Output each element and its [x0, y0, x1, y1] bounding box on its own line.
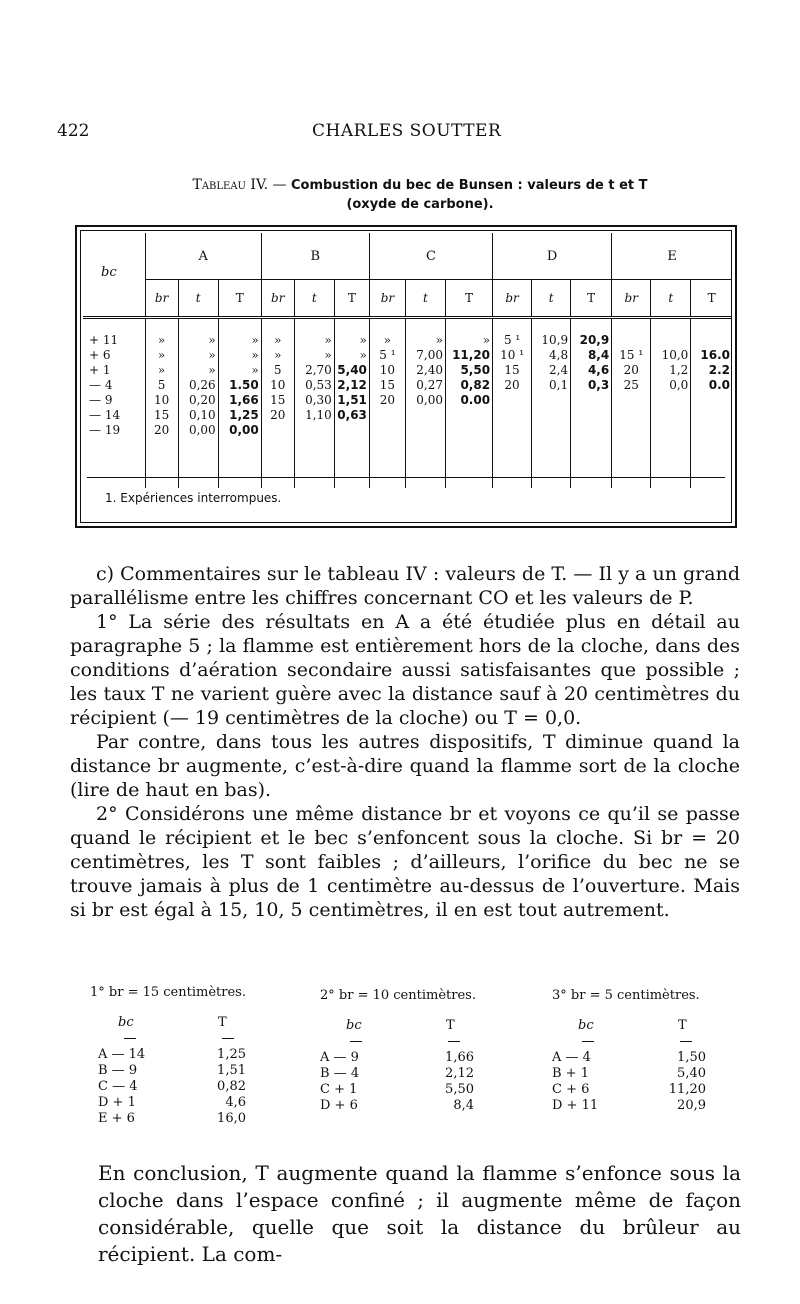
table-cell: 25	[612, 378, 651, 393]
column-header: T	[691, 280, 732, 318]
sub-t: 1,66	[445, 1050, 474, 1065]
sub-t: 11,20	[668, 1082, 706, 1097]
table-cell: 0,82	[445, 378, 492, 393]
table-cell: 15 ¹	[612, 348, 651, 363]
subtable-title: 1° br = 15 centimètres.	[90, 985, 246, 1000]
sub-t: 1,51	[217, 1063, 246, 1078]
table-cell: »	[294, 318, 334, 349]
sub-bc: D + 11	[552, 1098, 599, 1113]
table-cell: 1,25	[218, 408, 261, 423]
table-cell	[571, 423, 612, 438]
table-cell: 20,9	[571, 318, 612, 349]
table-cell: 10	[369, 363, 405, 378]
table-cell: 0,00	[218, 423, 261, 438]
table-cell: 5 ¹	[369, 348, 405, 363]
column-header: t	[651, 280, 691, 318]
subtable-header	[90, 1015, 290, 1031]
filler-cell	[178, 438, 218, 488]
subtable-row	[552, 1050, 742, 1066]
col-t: T	[678, 1018, 687, 1033]
filler-cell	[532, 438, 571, 488]
table-cell: 15	[261, 393, 294, 408]
sub-t: 8,4	[453, 1098, 474, 1113]
col-bc: bc	[118, 1015, 134, 1030]
filler-cell	[83, 438, 145, 488]
table-cell: »	[405, 318, 445, 349]
table-cell: 0,63	[334, 408, 369, 423]
column-header: t	[532, 280, 571, 318]
sub-bc: B — 9	[98, 1063, 138, 1078]
sub-bc: C + 1	[320, 1082, 358, 1097]
group-header: A	[145, 233, 261, 280]
table-cell: »	[218, 363, 261, 378]
column-header: T	[334, 280, 369, 318]
column-header: br	[493, 280, 532, 318]
subtable-body	[90, 1015, 290, 1127]
table-cell: 0,3	[571, 378, 612, 393]
paragraph-1: 1° La série des résultats en A a été étudiée plus en détail au paragraphe 5 ; la flamme est entièrement hors de la cloche, dans des conditions d’aération secondaire aussi satisfaisantes que possible ; les taux T ne varient guère avec la distance sauf à 20 centimètres du récipient (— 19 centimètres de la cloche) ou T = 0,0.	[70, 611, 740, 729]
table-row	[83, 408, 732, 423]
table-cell: 10	[261, 378, 294, 393]
table-cell	[294, 423, 334, 438]
paragraph-conclusion: En conclusion, T augmente quand la flamme s’enfonce sous la cloche dans l’espace confiné ; il augmente même de façon considérable, quelle que soit la distance du brûleur au récipient. La com-	[98, 1161, 741, 1266]
table-cell	[651, 318, 691, 349]
table-cell	[612, 423, 651, 438]
table-cell	[651, 423, 691, 438]
footnote-rule	[87, 477, 725, 478]
sub-t: 1,25	[217, 1047, 246, 1062]
col-t: T	[446, 1018, 455, 1033]
table-cell: 10,9	[532, 318, 571, 349]
subtable-br10	[320, 988, 520, 1114]
sub-t: 20,9	[677, 1098, 706, 1113]
table-cell	[612, 393, 651, 408]
table-cell: 5 ¹	[493, 318, 532, 349]
caption-line1: Combustion du bec de Bunsen : valeurs de t et T	[290, 178, 648, 193]
group-header: E	[612, 233, 732, 280]
table-row	[83, 348, 732, 363]
table-cell	[532, 408, 571, 423]
column-header: T	[218, 280, 261, 318]
sub-bc: A — 14	[98, 1047, 146, 1062]
subtable-row	[320, 1082, 520, 1098]
table-cell	[612, 408, 651, 423]
table-cell	[445, 423, 492, 438]
group-header: D	[493, 233, 612, 280]
table-cell: »	[334, 318, 369, 349]
sub-bc: A — 4	[552, 1050, 591, 1065]
subtable-title: 2° br = 10 centimètres.	[320, 988, 476, 1003]
subtable-body	[320, 1018, 520, 1114]
sub-bc: D + 1	[98, 1095, 136, 1110]
table-cell: 0,20	[178, 393, 218, 408]
table-row	[83, 393, 732, 408]
col-bc: bc	[346, 1018, 362, 1033]
page-number: 422	[57, 121, 90, 141]
filler-cell	[261, 438, 294, 488]
table-cell: 1.50	[218, 378, 261, 393]
caption-dash: —	[272, 177, 287, 193]
filler-cell	[691, 438, 732, 488]
col-bc: bc	[578, 1018, 594, 1033]
table-cell	[532, 423, 571, 438]
table-row	[83, 378, 732, 393]
filler-cell	[445, 438, 492, 488]
table-cell: 10,0	[651, 348, 691, 363]
table-row	[83, 423, 732, 438]
table-cell: 2,12	[334, 378, 369, 393]
subtable-header	[320, 1018, 520, 1034]
table-cell: »	[178, 318, 218, 349]
table-cell	[445, 408, 492, 423]
table-cell: 5	[145, 378, 178, 393]
table-caption	[100, 176, 740, 214]
table-cell: 20	[369, 393, 405, 408]
sub-t: 4,6	[225, 1095, 246, 1110]
filler-cell	[369, 438, 405, 488]
sub-t: 1,50	[677, 1050, 706, 1065]
table-cell	[334, 423, 369, 438]
table-cell: 0.00	[445, 393, 492, 408]
table-row	[83, 363, 732, 378]
table-cell: »	[294, 348, 334, 363]
table-cell	[493, 393, 532, 408]
table-cell: 0,26	[178, 378, 218, 393]
sub-t: 5,40	[677, 1066, 706, 1081]
column-header: t	[294, 280, 334, 318]
column-header: t	[405, 280, 445, 318]
subtable-row	[90, 1111, 290, 1127]
table-cell	[651, 408, 691, 423]
table-cell: »	[218, 318, 261, 349]
table-row	[83, 318, 732, 349]
table-cell: 16.0	[691, 348, 732, 363]
table-cell	[532, 393, 571, 408]
table-cell: 0,00	[405, 393, 445, 408]
table-cell	[571, 408, 612, 423]
table-cell: »	[218, 348, 261, 363]
subtable-row	[90, 1095, 290, 1111]
subtable-br15	[90, 985, 290, 1127]
filler-cell	[145, 438, 178, 488]
filler-cell	[612, 438, 651, 488]
col-t: T	[218, 1015, 227, 1030]
subtable-rule	[552, 1034, 742, 1050]
table-cell: 20	[612, 363, 651, 378]
table-iv	[75, 225, 737, 528]
table-cell	[261, 423, 294, 438]
paragraph-c: c) Commentaires sur le tableau IV : valeurs de T. — Il y a un grand parallélisme entre les chiffres concernant CO et les valeurs de P.	[70, 563, 740, 609]
row-label: + 11	[89, 333, 119, 347]
corner-label: bc	[101, 264, 117, 280]
caption-line2: (oxyde de carbone).	[346, 197, 494, 212]
subtable-row	[90, 1063, 290, 1079]
filler-cell	[405, 438, 445, 488]
table-cell	[493, 408, 532, 423]
table-cell: »	[145, 318, 178, 349]
commentary-text	[70, 562, 740, 922]
table-cell: 10 ¹	[493, 348, 532, 363]
sub-bc: B + 1	[552, 1066, 589, 1081]
table-cell: 5,50	[445, 363, 492, 378]
table-cell: »	[178, 363, 218, 378]
table-cell: 2,70	[294, 363, 334, 378]
table-cell: 11,20	[445, 348, 492, 363]
table-cell: 7,00	[405, 348, 445, 363]
group-header: C	[369, 233, 492, 280]
filler-cell	[651, 438, 691, 488]
table-filler	[83, 438, 732, 488]
table-cell	[369, 423, 405, 438]
sub-t: 5,50	[445, 1082, 474, 1097]
table-cell: 1,10	[294, 408, 334, 423]
filler-cell	[493, 438, 532, 488]
table-cell: »	[178, 348, 218, 363]
table-cell: 0,1	[532, 378, 571, 393]
caption-label: Tableau IV.	[192, 177, 269, 193]
table-cell: 0,10	[178, 408, 218, 423]
table-cell: 1,66	[218, 393, 261, 408]
row-label: — 14	[89, 408, 121, 422]
group-header: B	[261, 233, 369, 280]
sub-t: 0,82	[217, 1079, 246, 1094]
subtable-row	[320, 1066, 520, 1082]
table-cell	[651, 393, 691, 408]
subtable-row	[320, 1050, 520, 1066]
subtable-br5	[552, 988, 742, 1114]
running-title: CHARLES SOUTTER	[312, 121, 502, 141]
subtable-row	[552, 1098, 742, 1114]
subtable-rule	[320, 1034, 520, 1050]
filler-cell	[571, 438, 612, 488]
table-cell: »	[261, 348, 294, 363]
table-cell: 2,40	[405, 363, 445, 378]
table-cell	[493, 423, 532, 438]
sub-t: 16,0	[217, 1111, 246, 1126]
table-cell: 1,2	[651, 363, 691, 378]
subtable-row	[320, 1098, 520, 1114]
table-cell	[369, 408, 405, 423]
table-cell: 15	[145, 408, 178, 423]
table-footnote: 1. Expériences interrompues.	[105, 491, 282, 505]
sub-bc: E + 6	[98, 1111, 135, 1126]
table-cell	[612, 318, 651, 349]
table-cell: 0,0	[651, 378, 691, 393]
filler-cell	[334, 438, 369, 488]
row-label: + 1	[89, 363, 111, 377]
table-cell: 8,4	[571, 348, 612, 363]
table-cell: »	[145, 363, 178, 378]
table-cell	[691, 393, 732, 408]
column-header: br	[369, 280, 405, 318]
sub-bc: D + 6	[320, 1098, 358, 1113]
row-label: — 19	[89, 423, 121, 437]
table-cell: 5,40	[334, 363, 369, 378]
sub-bc: B — 4	[320, 1066, 360, 1081]
sub-t: 2,12	[445, 1066, 474, 1081]
subtable-row	[90, 1079, 290, 1095]
row-label: — 4	[89, 378, 113, 392]
table-cell: 0,27	[405, 378, 445, 393]
column-header: br	[612, 280, 651, 318]
table-cell: »	[145, 348, 178, 363]
table-cell	[691, 423, 732, 438]
table-cell: »	[261, 318, 294, 349]
table-iv-grid	[83, 233, 732, 488]
subtable-body	[552, 1018, 742, 1114]
paragraph-contre: Par contre, dans tous les autres dispositifs, T diminue quand la distance br augmente, c’est-à-dire quand la flamme sort de la cloche (lire de haut en bas).	[70, 731, 740, 801]
table-cell: 10	[145, 393, 178, 408]
sub-bc: C + 6	[552, 1082, 590, 1097]
table-cell: 1,51	[334, 393, 369, 408]
table-cell: 15	[493, 363, 532, 378]
conclusion-text	[98, 1160, 741, 1268]
table-cell	[691, 408, 732, 423]
table-cell	[405, 408, 445, 423]
subtable-rule	[90, 1031, 290, 1047]
table-cell: 0,53	[294, 378, 334, 393]
table-cell: 15	[369, 378, 405, 393]
row-label: + 6	[89, 348, 111, 362]
table-cell: 0.0	[691, 378, 732, 393]
table-cell: 20	[493, 378, 532, 393]
paragraph-2: 2° Considérons une même distance br et voyons ce qu’il se passe quand le récipient et le bec s’enfoncent sous la cloche. Si br = 20 centimètres, les T sont faibles ; d’ailleurs, l’orifice du bec ne se trouve jamais à plus de 1 centimètre au-dessus de l’ouverture. Mais si br est égal à 15, 10, 5 centimètres, il en est tout autrement.	[70, 803, 740, 921]
table-cell: »	[334, 348, 369, 363]
table-cell: 2,4	[532, 363, 571, 378]
corner-spacer	[83, 280, 145, 318]
filler-cell	[218, 438, 261, 488]
table-cell: 4,8	[532, 348, 571, 363]
table-cell: »	[369, 318, 405, 349]
table-cell	[691, 318, 732, 349]
subtable-row	[90, 1047, 290, 1063]
subtable-row	[552, 1082, 742, 1098]
subtable-title: 3° br = 5 centimètres.	[552, 988, 700, 1003]
row-label: — 9	[89, 393, 113, 407]
column-header: t	[178, 280, 218, 318]
subtable-row	[552, 1066, 742, 1082]
table-cell: »	[445, 318, 492, 349]
sub-bc: C — 4	[98, 1079, 138, 1094]
subtable-header	[552, 1018, 742, 1034]
table-cell: 0,00	[178, 423, 218, 438]
column-header: br	[261, 280, 294, 318]
table-cell: 2.2	[691, 363, 732, 378]
table-cell: 20	[145, 423, 178, 438]
column-header: br	[145, 280, 178, 318]
table-cell: 5	[261, 363, 294, 378]
column-header: T	[445, 280, 492, 318]
table-cell: 20	[261, 408, 294, 423]
table-cell	[405, 423, 445, 438]
filler-cell	[294, 438, 334, 488]
table-cell	[571, 393, 612, 408]
sub-bc: A — 9	[320, 1050, 359, 1065]
table-cell: 4,6	[571, 363, 612, 378]
table-cell: 0,30	[294, 393, 334, 408]
column-header: T	[571, 280, 612, 318]
